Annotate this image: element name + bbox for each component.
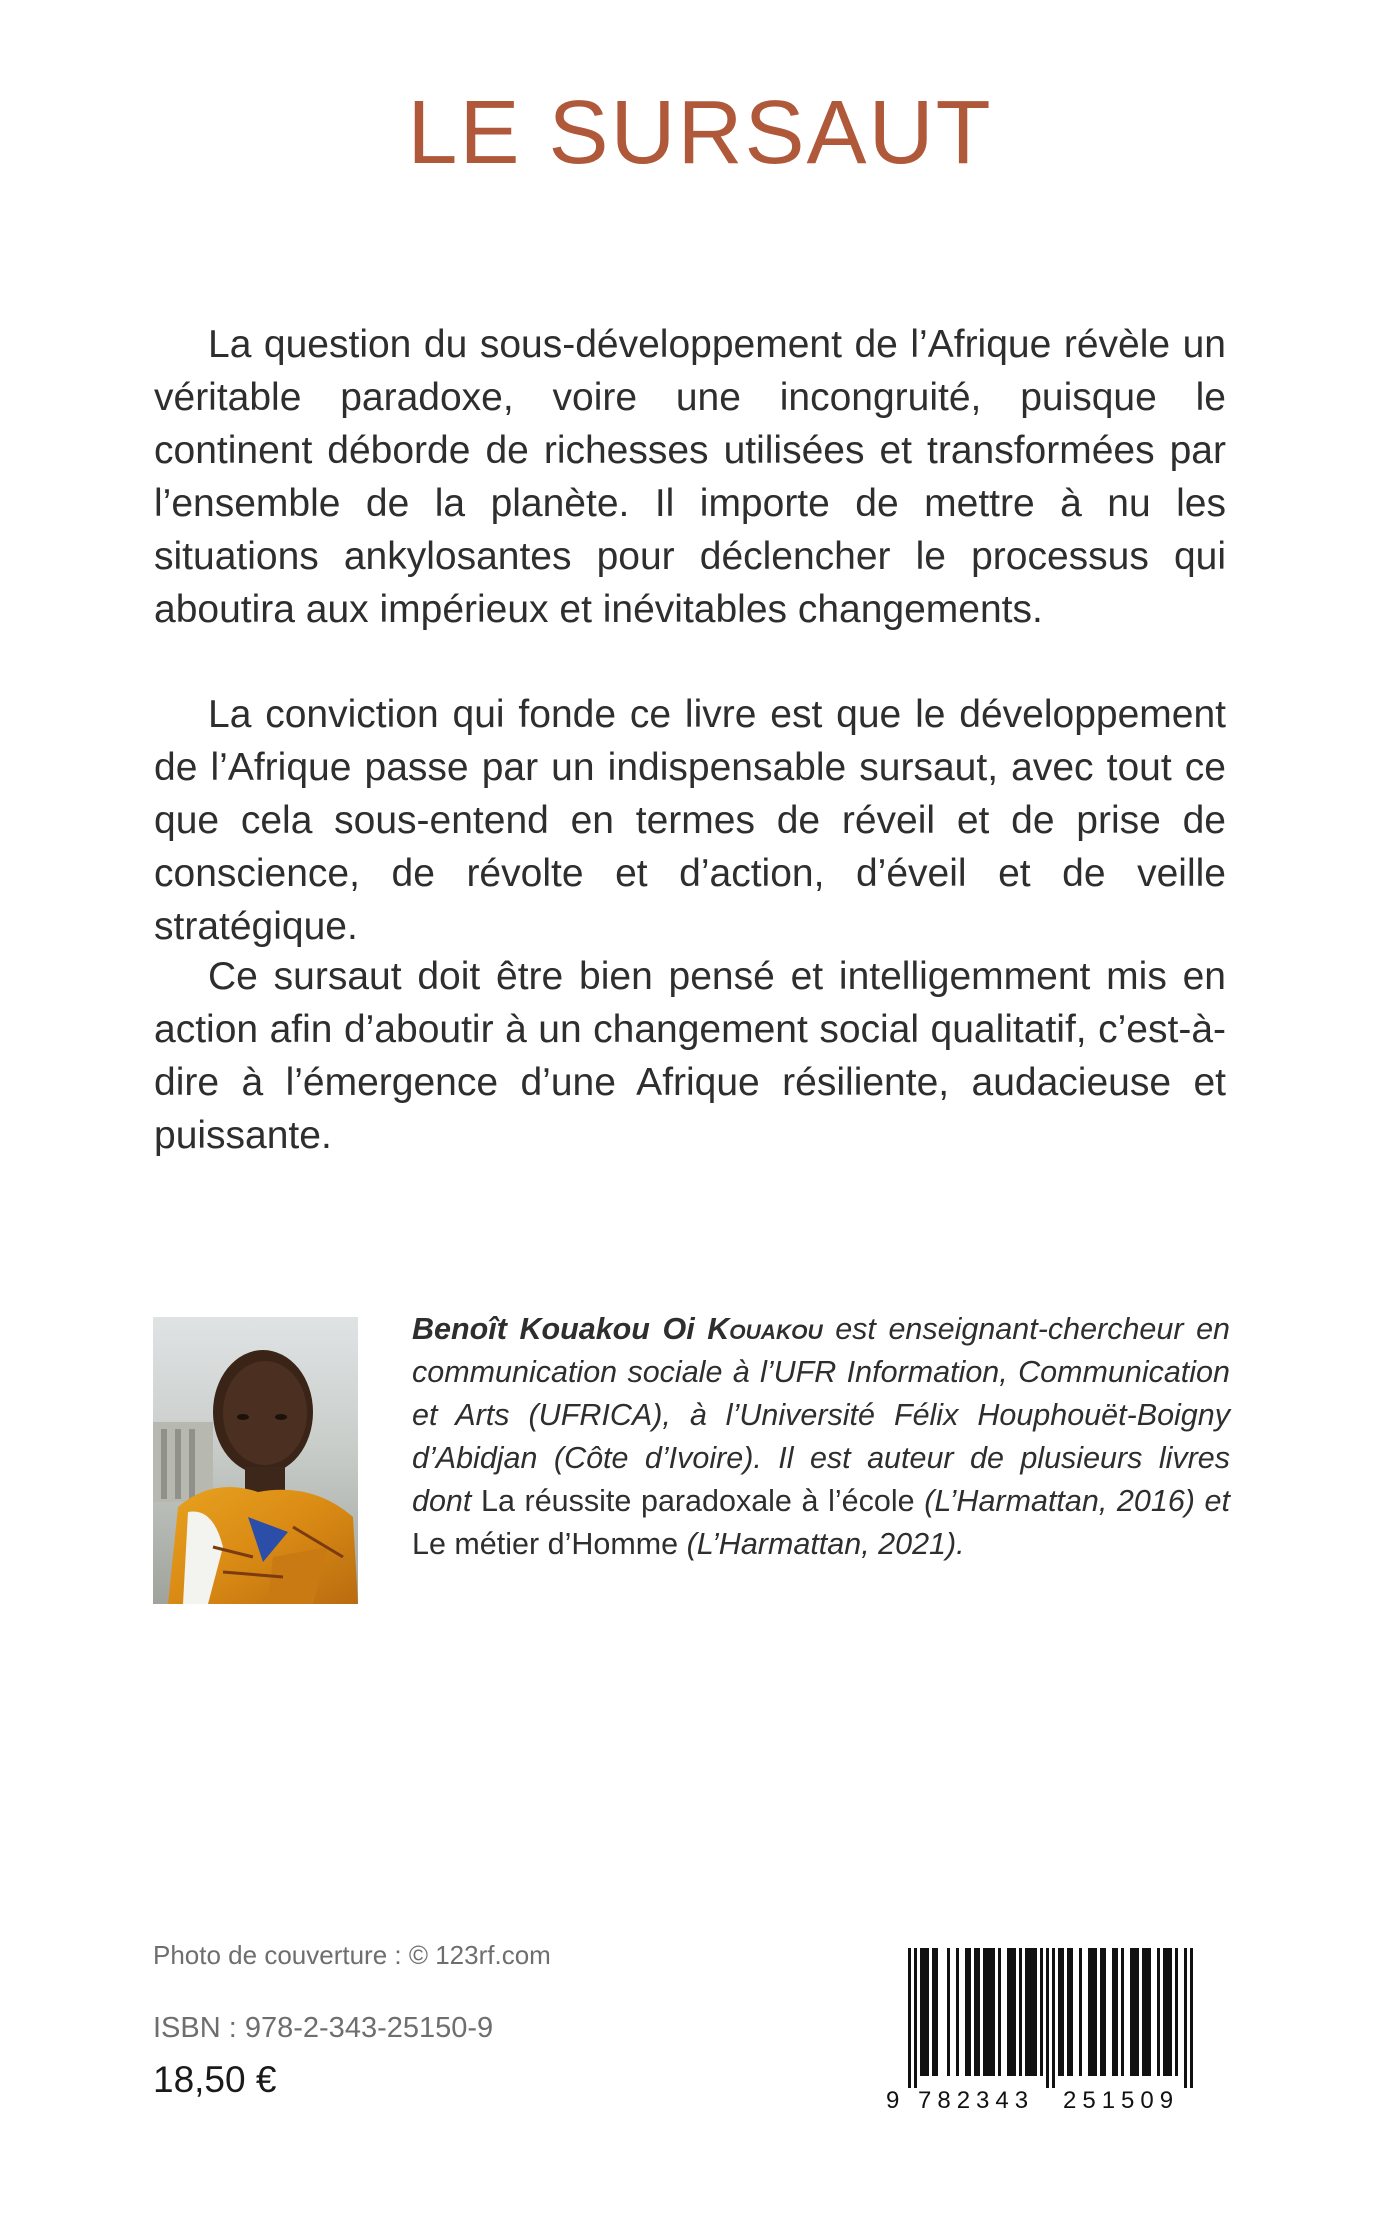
barcode-bar (1169, 1948, 1172, 2076)
photo-credit: Photo de couverture : © 123rf.com (153, 1940, 551, 1970)
barcode-bar (920, 1948, 923, 2076)
book-title-1: La réussite paradoxale à l’école (481, 1484, 915, 1518)
barcode-bar (1010, 1948, 1013, 2076)
isbn-label: ISBN : 978-2-343-25150-9 (153, 2012, 494, 2044)
barcode-bar (1100, 1948, 1103, 2076)
bio-text-3: (L’Harmattan, 2021). (678, 1527, 965, 1561)
barcode-bar (1115, 1948, 1118, 2076)
barcode-bar (1142, 1948, 1145, 2076)
barcode-bar (1025, 1948, 1028, 2076)
barcode-bar (932, 1948, 935, 2076)
barcode-bar (1163, 1948, 1166, 2076)
barcode-bar (992, 1948, 995, 2076)
barcode-bar (1061, 1948, 1064, 2076)
barcode-bar (1034, 1948, 1037, 2076)
barcode-bar (1031, 1948, 1034, 2076)
author-biography (412, 1308, 1230, 1566)
barcode-bar (1070, 1948, 1073, 2076)
author-first-names: Benoît Kouakou Oi (412, 1312, 695, 1346)
barcode-bar (947, 1948, 950, 2076)
barcode-right-digits: 251509 (1063, 2087, 1180, 2113)
barcode-bar (977, 1948, 980, 2076)
barcode-bar (998, 1948, 1001, 2076)
book-title-2: Le métier d’Homme (412, 1527, 679, 1561)
barcode-bar (1136, 1948, 1139, 2076)
barcode-bar (1088, 1948, 1091, 2076)
barcode-bar (1079, 1948, 1082, 2076)
isbn-barcode (883, 1948, 1218, 2113)
barcode-bar (989, 1948, 992, 2076)
barcode-bar (983, 1948, 986, 2076)
blurb-paragraph-2: La conviction qui fonde ce livre est que le développement de l’Afrique passe par un indispensable sursaut, avec tout ce que cela sous-entend en termes de réveil et de prise de conscience, de révolte et d’action, d’éveil et de veille stratégique. (154, 693, 1226, 948)
barcode-bar (1094, 1948, 1097, 2076)
barcode-bar (1148, 1948, 1151, 2076)
author-portrait-icon (153, 1317, 358, 1604)
barcode-bar (1019, 1948, 1022, 2076)
bio-text-1: est enseignant-chercheur en communication sociale à l’UFR Information, Communication et Arts (UFRICA), à l’Université Félix Houphouët-Boigny d’Abidjan (Côte d’Ivoire). Il est auteur de plusieurs livres dont (412, 1312, 1230, 1518)
bio-text-2: (L’Harmattan, 2016) et (914, 1484, 1230, 1518)
barcode-bar (1091, 1948, 1094, 2076)
barcode-bar (1103, 1948, 1106, 2076)
barcode-bar (986, 1948, 989, 2076)
barcode-bar (926, 1948, 929, 2076)
barcode-bar (1007, 1948, 1010, 2076)
barcode-bar (974, 1948, 977, 2076)
barcode-bar (965, 1948, 968, 2076)
barcode-bar (1067, 1948, 1070, 2076)
barcode-bar (923, 1948, 926, 2076)
blurb-paragraph-1: La question du sous-développement de l’Afrique révèle un véritable paradoxe, voire une incongruité, puisque le continent déborde de richesses utilisées et transformées par l’ensemble de la planète. Il importe de mettre à nu les situations ankylosantes pour déclencher le processus qui aboutira aux impérieux et inévitables changements. (154, 323, 1226, 631)
barcode-bar (935, 1948, 938, 2076)
barcode-bar (1058, 1948, 1061, 2076)
barcode-bar (1028, 1948, 1031, 2076)
barcode-left-digits: 782343 (918, 2087, 1035, 2113)
barcode-bar (1040, 1948, 1043, 2076)
barcode-bar (1175, 1948, 1178, 2076)
barcode-bar (1145, 1948, 1148, 2076)
barcode-first-digit: 9 (886, 2087, 900, 2113)
barcode-bar (956, 1948, 959, 2076)
barcode-bar (1052, 1948, 1055, 2088)
author-surname: Kouakou (707, 1312, 823, 1346)
barcode-bar (908, 1948, 911, 2088)
barcode-bar (1190, 1948, 1193, 2088)
barcode-bar (1133, 1948, 1136, 2076)
blurb-paragraph-3: Ce sursaut doit être bien pensé et intelligemment mis en action afin d’aboutir à un changement social qualitatif, c’est-à-dire à l’émergence d’une Afrique résiliente, audacieuse et puissante. (154, 955, 1226, 1157)
barcode-bar (1112, 1948, 1115, 2076)
barcode-bar (1013, 1948, 1016, 2076)
barcode-bar (968, 1948, 971, 2076)
barcode-bar (914, 1948, 917, 2088)
barcode-bar (1121, 1948, 1124, 2076)
barcode-bar (1157, 1948, 1160, 2076)
barcode-bar (1166, 1948, 1169, 2076)
book-title: LE SURSAUT (407, 83, 993, 183)
barcode-bar (1184, 1948, 1187, 2088)
barcode-bar (1130, 1948, 1133, 2076)
barcode-bar (1046, 1948, 1049, 2088)
price-label: 18,50 € (153, 2059, 277, 2100)
